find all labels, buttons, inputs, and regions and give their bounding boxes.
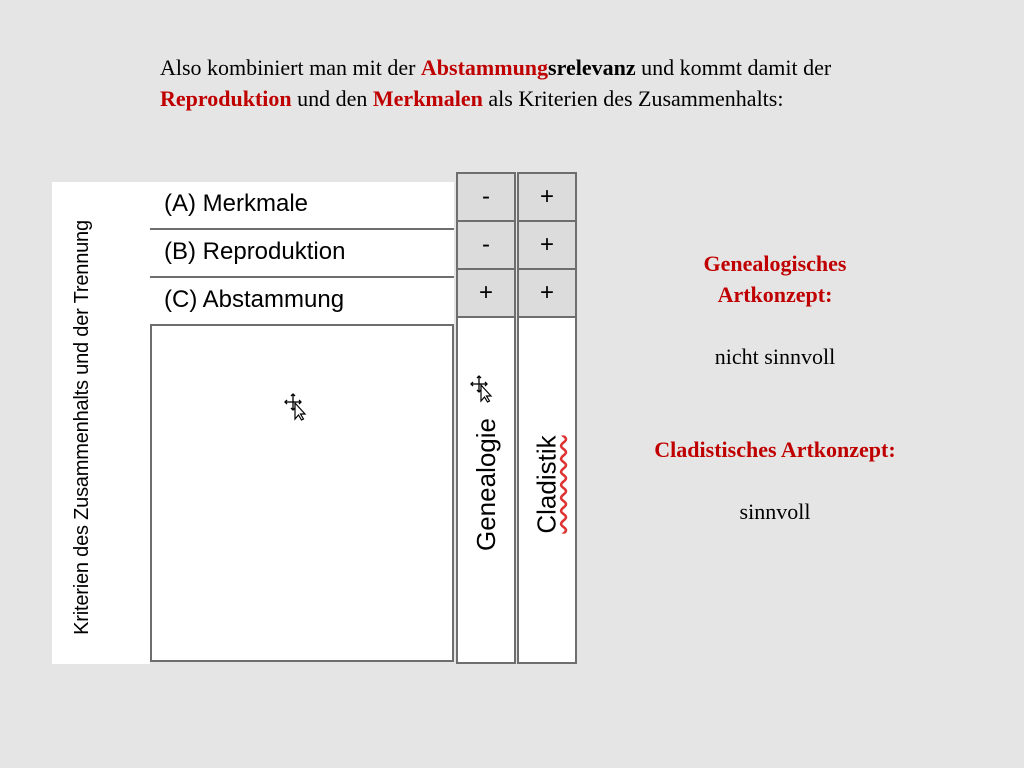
column-genealogie xyxy=(456,172,516,664)
genealogie-label: Genealogie xyxy=(470,417,501,551)
side-label: Kriterien des Zusammenhalts und der Trennung xyxy=(70,219,93,635)
row-reproduktion: (B) Reproduktion xyxy=(150,230,454,278)
genealogie-reproduktion-cell: - xyxy=(458,222,514,270)
criteria-table xyxy=(52,172,578,666)
column-cladistik xyxy=(517,172,577,664)
concept-summary xyxy=(600,248,950,527)
row-merkmale: (A) Merkmale xyxy=(150,182,454,230)
cladistik-reproduktion-cell: + xyxy=(519,222,575,270)
genealogie-abstammung-cell: + xyxy=(458,270,514,318)
move-cursor-icon xyxy=(470,375,494,403)
genealogie-merkmale-cell: - xyxy=(458,174,514,222)
row-abstammung: (C) Abstammung xyxy=(150,278,454,326)
cladistic-heading: Cladistisches Artkonzept: xyxy=(654,437,896,462)
intro-text: Also kombiniert man mit der Abstammungsrelevanz und kommt damit der Reproduktion und den Merkmalen als Kriterien des Zusammenhalts: xyxy=(160,55,832,111)
cladistik-abstammung-cell: + xyxy=(519,270,575,318)
cladistik-merkmale-cell: + xyxy=(519,174,575,222)
genealogical-heading: Genealogisches Artkonzept: xyxy=(703,251,847,307)
cladistic-value: sinnvoll xyxy=(739,499,811,524)
side-label-band xyxy=(52,182,150,664)
genealogical-value: nicht sinnvoll xyxy=(714,344,836,369)
cladistik-label: Cladistik xyxy=(531,434,562,534)
move-cursor-icon xyxy=(284,393,308,421)
